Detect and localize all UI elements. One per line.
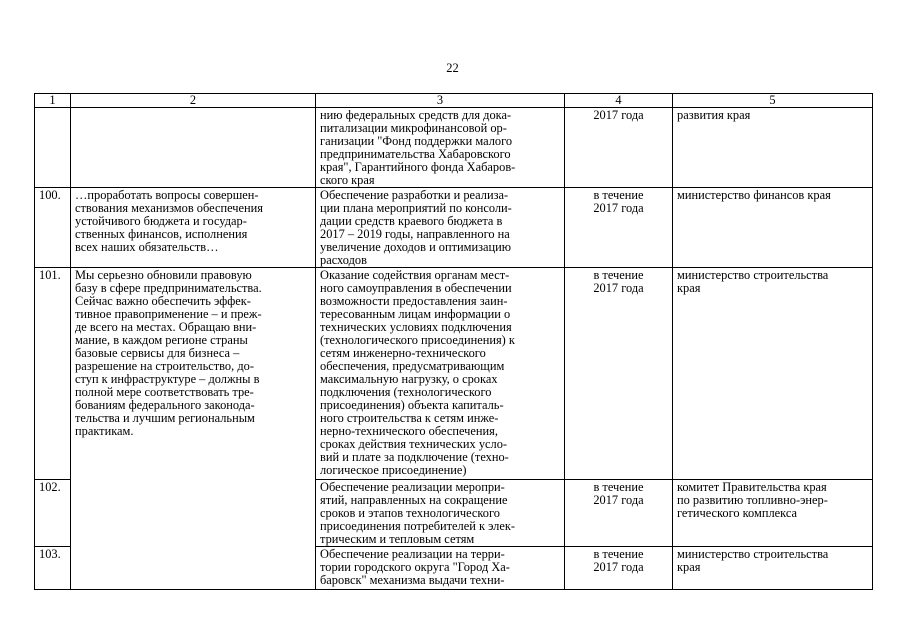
header-cell-3: 3: [316, 94, 565, 108]
responsible-cell: министерство строительства края: [673, 268, 873, 480]
row-number: [35, 108, 71, 188]
deadline-cell: 2017 года: [565, 108, 673, 188]
table-header-row: [35, 94, 873, 108]
measure-cell: Обеспечение реализации меропри- ятий, направленных на сокращение сроков и этапов технологического присоединения потребителей к элек- трическим и тепловым сетям: [316, 480, 565, 547]
table-row: [35, 268, 873, 480]
header-cell-1: 1: [35, 94, 71, 108]
table-row: [35, 547, 873, 590]
table-row: [35, 108, 873, 188]
header-cell-5: 5: [673, 94, 873, 108]
deadline-cell: в течение 2017 года: [565, 547, 673, 590]
row-number: 103.: [35, 547, 71, 590]
header-cell-2: 2: [71, 94, 316, 108]
measure-cell: Обеспечение разработки и реализа- ции плана мероприятий по консоли- дации средств краевого бюджета в 2017 – 2019 годы, направленного на увеличение доходов и оптимизацию расходов: [316, 188, 565, 268]
responsible-cell: развития края: [673, 108, 873, 188]
responsible-cell: комитет Правительства края по развитию топливно-энер- гетического комплекса: [673, 480, 873, 547]
deadline-cell: в течение 2017 года: [565, 268, 673, 480]
measure-cell: нию федеральных средств для дока- питализации микрофинансовой ор- ганизации "Фонд поддержки малого предпринимательства Хабаровского края", Гарантийного фонда Хабаров- ского края: [316, 108, 565, 188]
quote-cell: [71, 108, 316, 188]
measure-cell: Обеспечение реализации на терри- тории городского округа "Город Ха- баровск" механизма выдачи техни-: [316, 547, 565, 590]
row-number: 100.: [35, 188, 71, 268]
measure-cell: Оказание содействия органам мест- ного самоуправления в обеспечении возможности предоставления заин- тересованным лицам информации о технических условиях подключения (технологического присоединения) к сетям инженерно-технического обеспечения, предусматривающим максимальную нагрузку, о сроках подключения (технологического присоединения) объекта капиталь- ного строительства к сетям инже- нерно-технического обеспечения, сроках действия технических усло- вий и плате за подключение (техно- логическое присоединение): [316, 268, 565, 480]
page-number: 22: [446, 61, 459, 75]
quote-cell: …проработать вопросы совершен- ствования механизмов обеспечения устойчивого бюджета и государ- ственных финансов, исполнения всех наших обязательств…: [71, 188, 316, 268]
header-cell-4: 4: [565, 94, 673, 108]
responsible-cell: министерство финансов края: [673, 188, 873, 268]
quote-cell: Мы серьезно обновили правовую базу в сфере предпринимательства. Сейчас важно обеспечить эффек- тивное правоприменение – и преж- де всего на местах. Обращаю вни- мание, в каждом регионе страны базовые сервисы для бизнеса – разрешение на строительство, до- ступ к инфраструктуре – должны в полной мере соответствовать тре- бованиям федерального законода- тельства и лучшим региональным практикам.: [71, 268, 316, 480]
deadline-cell: в течение 2017 года: [565, 188, 673, 268]
row-number: 101.: [35, 268, 71, 480]
table-row: [35, 480, 873, 547]
quote-cell: [71, 547, 316, 590]
quote-cell: [71, 480, 316, 547]
row-number: 102.: [35, 480, 71, 547]
deadline-cell: в течение 2017 года: [565, 480, 673, 547]
responsible-cell: министерство строительства края: [673, 547, 873, 590]
measures-table: [34, 93, 873, 590]
table-row: [35, 188, 873, 268]
